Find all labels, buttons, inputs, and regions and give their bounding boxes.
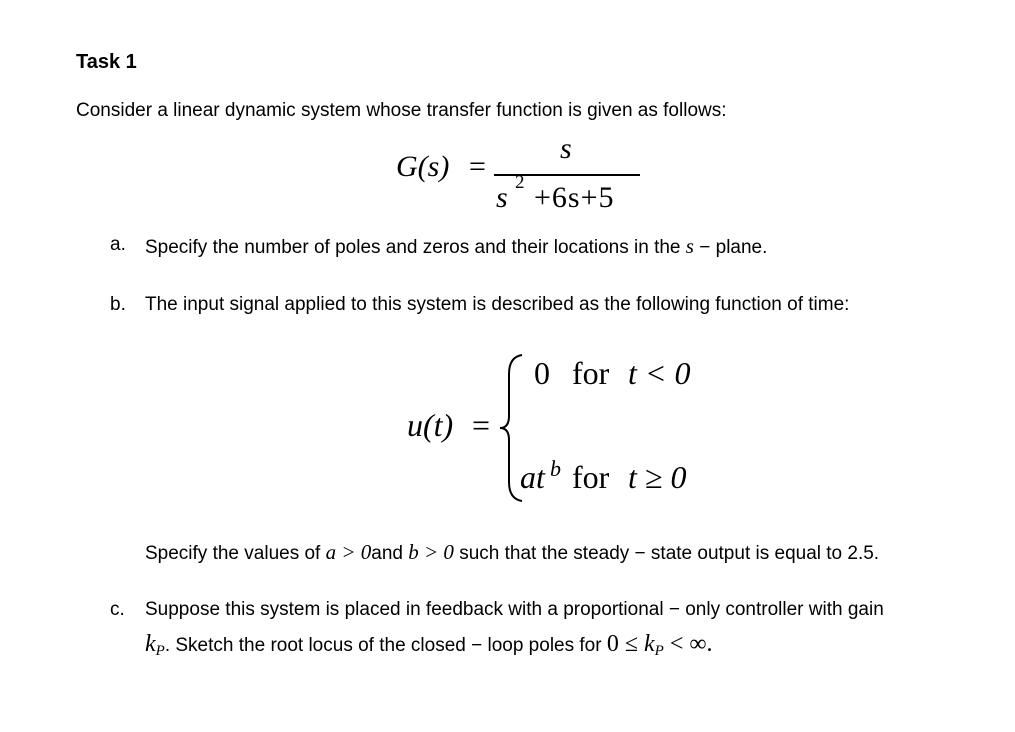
part-a-marker: a. (110, 234, 126, 255)
part-c-marker: c. (110, 599, 125, 620)
tf-den-exponent: 2 (515, 172, 525, 193)
range-start: 0 ≤ (606, 631, 645, 657)
case2-at: at (520, 459, 545, 495)
part-a-math-s: s (685, 234, 694, 258)
spec-text-2: and (371, 543, 409, 564)
tf-numerator: s (560, 132, 572, 165)
tf-lhs: G(s) (396, 150, 450, 183)
tf-equals: = (469, 150, 486, 183)
case2-exponent-b: b (550, 456, 561, 481)
case2-condition: t ≥ 0 (628, 459, 687, 495)
case1-for: for (572, 355, 610, 391)
part-a-text-after: − plane. (693, 237, 768, 258)
intro-text: Consider a linear dynamic system whose transfer function is given as follows: (76, 100, 727, 121)
case1-value: 0 (534, 355, 550, 391)
input-equals: = (472, 407, 491, 443)
spec-math-b: b > 0 (408, 540, 454, 564)
part-b-marker: b. (110, 294, 126, 315)
part-a-text (145, 234, 767, 259)
task-title: Task 1 (76, 51, 137, 73)
kp-subscript: P (155, 643, 165, 659)
case1-condition: t < 0 (628, 355, 691, 391)
range-k: k (644, 631, 655, 657)
part-c-line2 (145, 631, 713, 658)
part-c-line2-text: . Sketch the root locus of the closed − loop poles for (164, 635, 607, 656)
range-k-subscript: P (654, 643, 664, 659)
kp-symbol: k (145, 631, 156, 657)
range-end: < ∞. (663, 631, 713, 657)
part-b-text: The input signal applied to this system is described as the following function of time: (145, 294, 850, 315)
spec-text-1: Specify the values of (145, 543, 326, 564)
part-b-spec (145, 540, 879, 565)
input-lhs: u(t) (407, 407, 454, 443)
part-c-line1: Suppose this system is placed in feedback with a proportional − only controller with gain (145, 599, 884, 620)
spec-math-a: a > 0 (325, 540, 372, 564)
tf-den-s: s (496, 181, 508, 214)
case2-for: for (572, 459, 610, 495)
tf-den-rest: +6s+5 (534, 181, 615, 214)
spec-text-3: such that the steady − state output is equal to 2.5. (453, 543, 880, 564)
part-a-text-before: Specify the number of poles and zeros and their locations in the (145, 237, 686, 258)
